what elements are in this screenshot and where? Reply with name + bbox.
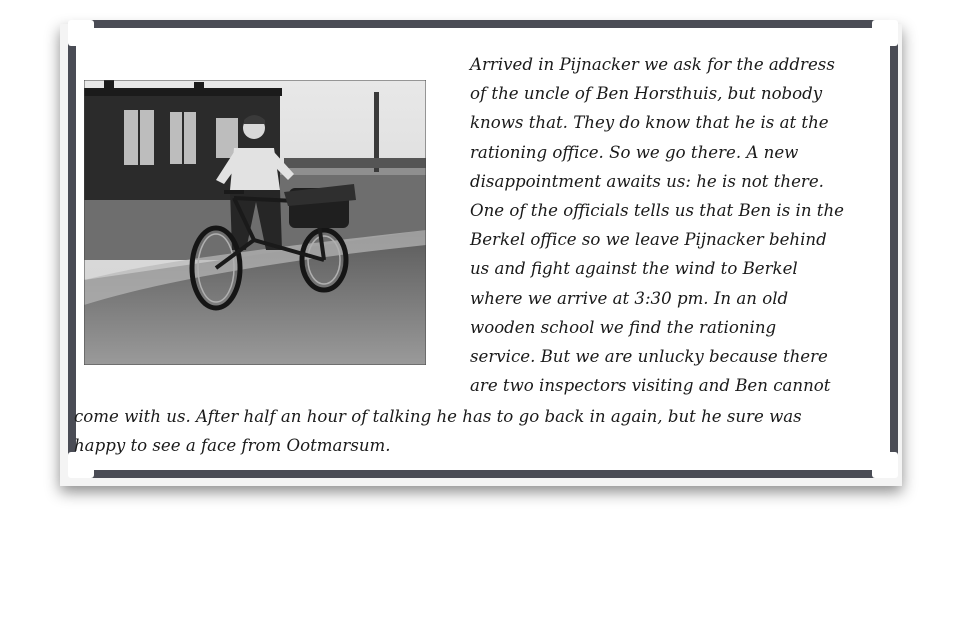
story-line: disappointment awaits us: he is not there. bbox=[470, 171, 824, 191]
story-line: rationing office. So we go there. A new bbox=[470, 142, 799, 162]
story-line: come with us. After half an hour of talking he has to go back in again, but he sure was bbox=[74, 407, 802, 426]
story-line: Berkel office so we leave Pijnacker behind bbox=[470, 230, 827, 250]
frame-corner-top-right bbox=[872, 20, 898, 46]
frame-corner-top-left bbox=[68, 20, 94, 46]
story-line: One of the officials tells us that Ben is in the bbox=[470, 201, 844, 221]
story-line: are two inspectors visiting and Ben cannot bbox=[470, 376, 831, 396]
photo-man-with-bicycle bbox=[84, 80, 426, 365]
story-line: Arrived in Pijnacker we ask for the address bbox=[470, 55, 835, 74]
story-line: knows that. They do know that he is at the bbox=[470, 113, 829, 133]
story-line: where we arrive at 3:30 pm. In an old bbox=[470, 288, 789, 308]
story-text-column bbox=[470, 50, 870, 400]
story-line: service. But we are unlucky because there bbox=[470, 347, 828, 367]
frame-corner-bottom-right bbox=[872, 452, 898, 478]
story-text-full-width bbox=[74, 402, 874, 460]
story-line: wooden school we find the rationing bbox=[470, 317, 777, 337]
story-line: us and fight against the wind to Berkel bbox=[470, 259, 798, 279]
story-line: happy to see a face from Ootmarsum. bbox=[74, 436, 391, 456]
story-line: of the uncle of Ben Horsthuis, but nobody bbox=[470, 84, 823, 104]
